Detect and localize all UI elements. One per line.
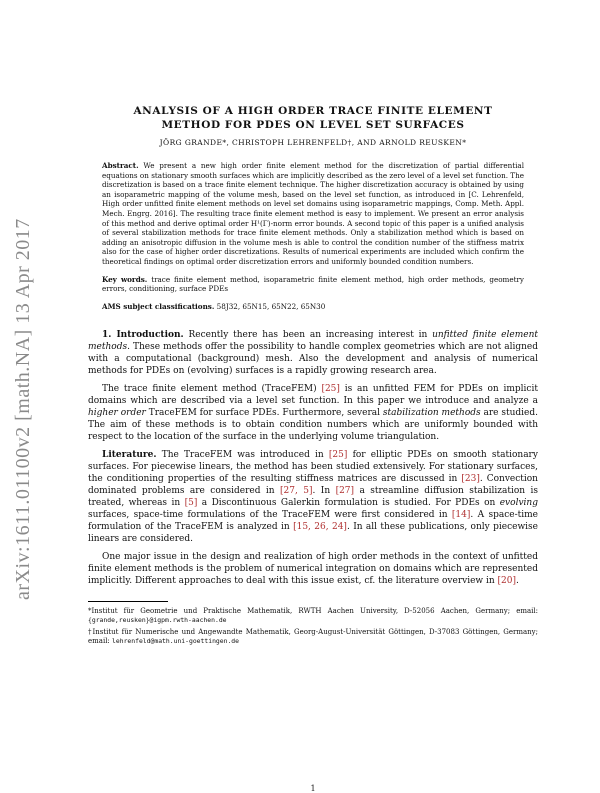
citation-link[interactable]: [25] xyxy=(328,449,348,460)
page-number: 1 xyxy=(310,784,316,793)
citation-link[interactable]: [27] xyxy=(335,485,355,496)
paper-title xyxy=(88,104,538,132)
footnote-2: †Institut für Numerische und Angewandte Mathematik, Georg-August-Universität Göttingen, D-37083 Göttingen, Germany; email: lehrenfeld@math.uni-goettingen.de xyxy=(88,627,538,645)
title-line-2: METHOD FOR PDES ON LEVEL SET SURFACES xyxy=(161,119,465,131)
citation-link[interactable]: [14] xyxy=(451,509,471,520)
ams-classifications xyxy=(88,302,538,311)
keywords-text: trace finite element method, isoparametric finite element method, high order methods, geometry errors, conditioning, surface PDEs xyxy=(102,274,524,294)
intro-paragraph-1: 1. Introduction. Recently there has been an increasing interest in unfitted finite element methods. These methods offer the possibility to handle complex geometries which are not aligned with a computational (background) mesh. Also the development and analysis of numerical methods for PDEs on (evolving) surfaces is a rapidly growing research area. xyxy=(88,329,538,376)
arxiv-identifier: arXiv:1611.01100v2 [math.NA] 13 Apr 2017 xyxy=(12,218,34,600)
keywords-label: Key words. xyxy=(102,274,148,284)
paper-page xyxy=(88,104,538,793)
keywords xyxy=(88,275,538,294)
abstract-text: We present a new high order finite element method for the discretization of partial differential equations on stationary smooth surfaces which are implicitly described as the zero level of a level set function. The discretization is based on a trace finite element technique. The higher discretization accuracy is obtained by using an isoparametric mapping of the volume mesh, based on the level set function, as introduced in [C. Lehrenfeld, High order unfitted finite element methods on level set domains using isoparametric mappings, Comp. Meth. Appl. Mech. Engrg. 2016]. The resulting trace finite element method is easy to implement. We present an error analysis of this method and derive optimal order H¹(Γ)-norm error bounds. A second topic of this paper is a unified analysis of several stabilization methods for trace finite element methods. Only a stabilization method which is based on adding an anisotropic diffusion in the volume mesh is able to control the condition number of the stiffness matrix also for the case of higher order discretizations. Results of numerical experiments are included which confirm the theoretical findings on optimal order discretization errors and uniformly bounded condition numbers. xyxy=(102,161,524,266)
citation-link[interactable]: [23] xyxy=(461,473,480,484)
ams-text: 58J32, 65N15, 65N22, 65N30 xyxy=(216,301,326,311)
footnote-divider xyxy=(88,601,168,602)
footnote-email[interactable]: {grande,reusken}@igpm.rwth-aachen.de xyxy=(88,616,227,625)
title-line-1: ANALYSIS OF A HIGH ORDER TRACE FINITE ELEMENT xyxy=(133,105,493,117)
abstract xyxy=(88,161,538,267)
citation-link[interactable]: [15, 26, 24] xyxy=(293,521,347,532)
citation-link[interactable]: [5] xyxy=(184,497,198,508)
citation-link[interactable]: [27, 5] xyxy=(280,485,313,496)
paper-body xyxy=(88,329,538,587)
citation-link[interactable]: [25] xyxy=(321,383,340,394)
intro-paragraph-2: The trace finite element method (TraceFEM) [25] is an unfitted FEM for PDEs on implicit domains which are described via a level set function. In this paper we introduce and analyze a higher order TraceFEM for surface PDEs. Furthermore, several stabilization methods are studied. The aim of these methods is to obtain condition numbers which are uniformly bounded with respect to the location of the surface in the underlying volume triangulation. xyxy=(88,383,538,442)
citation-link[interactable]: [20] xyxy=(497,575,517,586)
literature-paragraph: Literature. The TraceFEM was introduced in [25] for elliptic PDEs on smooth stationary surfaces. For piecewise linears, the method has been studied extensively. For stationary surfaces, the conditioning properties of the resulting stiffness matrices are discussed in [23]. Convection dominated problems are considered in [27, 5]. In [27] a streamline diffusion stabilization is treated, whereas in [5] a Discontinuous Galerkin formulation is studied. For PDEs on evolving surfaces, space-time formulations of the TraceFEM were first considered in [14]. A space-time formulation of the TraceFEM is analyzed in [15, 26, 24]. In all these publications, only piecewise linears are considered. xyxy=(88,449,538,544)
footnote-1: *Institut für Geometrie und Praktische Mathematik, RWTH Aachen University, D-52056 Aachen, Germany; email: {grande,reusken}@igpm.rwth-aachen.de xyxy=(88,606,538,625)
footnote-email[interactable]: lehrenfeld@math.uni-goettingen.de xyxy=(112,636,239,645)
abstract-label: Abstract. xyxy=(102,161,139,170)
authors: JÖRG GRANDE*, CHRISTOPH LEHRENFELD†, AND ARNOLD REUSKEN* xyxy=(159,138,467,147)
section-heading-introduction: 1. Introduction. xyxy=(102,329,184,340)
section-heading-literature: Literature. xyxy=(102,449,157,460)
ams-label: AMS subject classifications. xyxy=(102,301,215,311)
body-paragraph-4: One major issue in the design and realization of high order methods in the context of unfitted finite element methods is the problem of numerical integration on domains which are represented implicitly. Different approaches to deal with this issue exist, cf. the literature overview in [20]. xyxy=(88,551,538,586)
